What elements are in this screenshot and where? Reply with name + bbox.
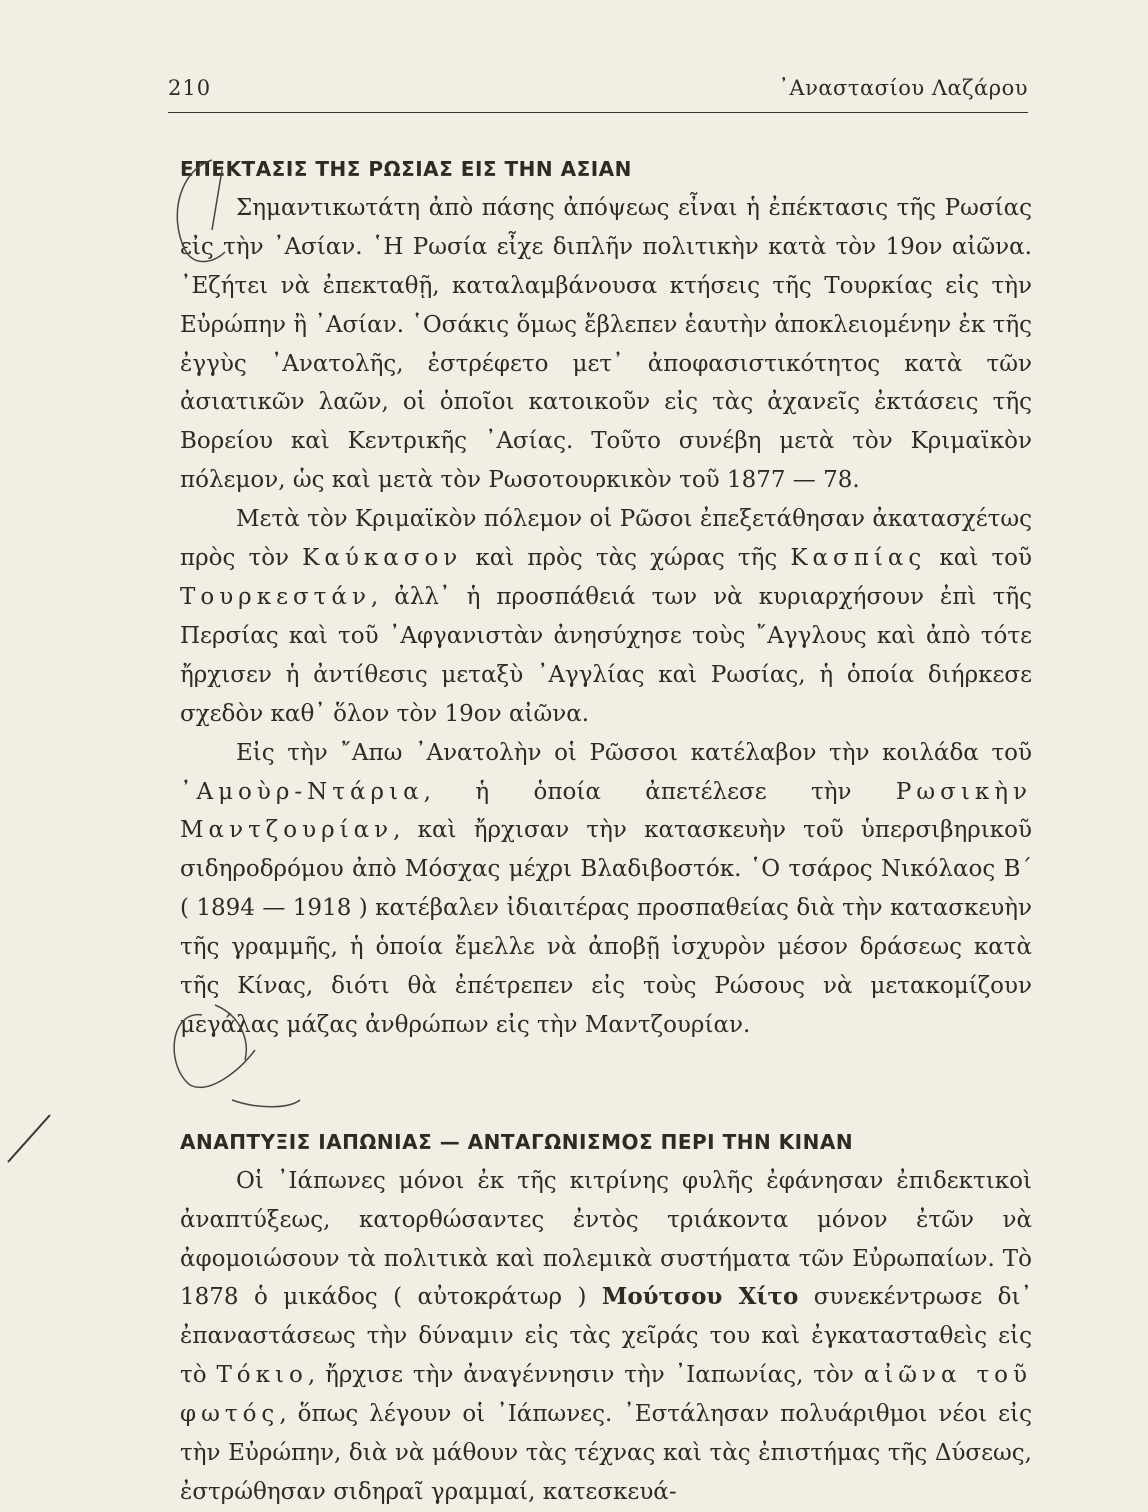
paragraph: Εἰς τὴν ῎Απω ᾿Ανατολὴν οἱ Ρῶσσοι κατέλαβον τὴν κοιλάδα τοῦ ᾿Αμοὺρ-Ντάρια, ἡ ὁποία ἀπετέλεσε τὴν Ρωσικὴν Μαντζουρίαν, καὶ ἤρχισαν τὴν κατασκευὴν τοῦ ὑπερσιβηρικοῦ σιδηροδρόμου ἀπὸ Μόσχας μέχρι Βλαδιβοστόκ. ῾Ο τσάρος Νικόλαος Β΄ ( 1894 — 1918 ) κατέβαλεν ἰδιαιτέρας προσπαθείας διὰ τὴν κατασκευὴν τῆς γραμμῆς, ἡ ὁποία ἔμελλε νὰ ἀποβῇ ἰσχυρὸν μέσον δράσεως κατὰ τῆς Κίνας, διότι θὰ ἐπέτρεπεν εἰς τοὺς Ρώσους νὰ μετακομίζουν μεγάλας μάζας ἀνθρώπων εἰς τὴν Μαντζουρίαν. bbox=[180, 739, 1032, 1038]
emphasis-aiona: αἰῶνα τοῦ φωτός bbox=[180, 1362, 1032, 1428]
pencil-stroke bbox=[8, 1115, 50, 1162]
pencil-stroke bbox=[232, 1100, 300, 1107]
emphasis-mutsuhito: Μούτσου Χίτο bbox=[601, 1283, 799, 1311]
page-number: 210 bbox=[168, 76, 212, 100]
pencil-stroke bbox=[215, 1005, 246, 1060]
section-heading-japan: ΑΝΑΠΤΥΞΙΣ ΙΑΠΩΝΙΑΣ — ΑΝΤΑΓΩΝΙΣΜΟΣ ΠΕΡΙ ΤΗΝ ΚΙΝΑΝ bbox=[180, 1129, 854, 1154]
emphasis-mantzouria: Ρωσικὴν Μαντζουρίαν bbox=[180, 778, 1032, 844]
section-heading-russia: ΕΠΕΚΤΑΣΙΣ ΤΗΣ ΡΩΣΙΑΣ ΕΙΣ ΤΗΝ ΑΣΙΑΝ bbox=[180, 157, 632, 181]
pencil-stroke bbox=[177, 160, 225, 262]
running-head: ᾿Αναστασίου Λαζάρου bbox=[778, 76, 1028, 100]
emphasis-kaspia: Κασπίας bbox=[790, 545, 927, 572]
emphasis-tourkestan: Τουρκεστάν bbox=[180, 583, 371, 610]
emphasis-tokio: Τόκιο bbox=[216, 1362, 308, 1389]
paragraph: Μετὰ τὸν Κριμαϊκὸν πόλεμον οἱ Ρῶσοι ἐπεξετάθησαν ἀκατασχέτως πρὸς τὸν Καύκασον καὶ πρὸς τὰς χώρας τῆς Κασπίας καὶ τοῦ Τουρκεστάν, ἀλλ᾿ ἡ προσπάθειά των νὰ κυριαρχήσουν ἐπὶ τῆς Περσίας καὶ τοῦ ᾿Αφγανιστὰν ἀνησύχησε τοὺς ῎Αγγλους καὶ ἀπὸ τότε ἤρχισεν ἡ ἀντίθεσις μεταξὺ ᾿Αγγλίας καὶ Ρωσίας, ἡ ὁποία διήρκεσε σχεδὸν καθ᾿ ὅλον τὸν 19ον αἰῶνα. bbox=[180, 506, 1032, 727]
paragraph: Οἱ ᾿Ιάπωνες μόνοι ἐκ τῆς κιτρίνης φυλῆς ἐφάνησαν ἐπιδεκτικοὶ ἀναπτύξεως, κατορθώσαντες ἐντὸς τριάκοντα μόνον ἐτῶν νὰ ἀφομοιώσουν τὰ πολιτικὰ καὶ πολεμικὰ συστήματα τῶν Εὐρωπαίων. Τὸ 1878 ὁ μικάδος ( αὐτοκράτωρ ) Μούτσου Χίτο συνεκέντρωσε δι᾿ ἐπαναστάσεως τὴν δύναμιν εἰς τὰς χεῖράς του καὶ ἐγκατασταθεὶς εἰς τὸ Τόκιο, ἤρχισε τὴν ἀναγέννησιν τὴν ᾿Ιαπωνίας, τὸν αἰῶνα τοῦ φωτός, ὅπως λέγουν οἱ ᾿Ιάπωνες. ᾿Εστάλησαν πολυάριθμοι νέοι εἰς τὴν Εὐρώπην, διὰ νὰ μάθουν τὰς τέχνας καὶ τὰς ἐπιστήμας τῆς Δύσεως, ἐστρώθησαν σιδηραῖ γραμμαί, κατεσκευά- bbox=[180, 1167, 1032, 1505]
emphasis-kaukasos: Καύκασον bbox=[302, 545, 463, 572]
paragraph: Σημαντικωτάτη ἀπὸ πάσης ἀπόψεως εἶναι ἡ ἐπέκτασις τῆς Ρωσίας εἰς τὴν ᾿Ασίαν. ῾Η Ρωσία εἶχε διπλῆν πολιτικὴν κατὰ τὸν 19ον αἰῶνα. ᾿Εζήτει νὰ ἐπεκταθῇ, καταλαμβάνουσα κτήσεις τῆς Τουρκίας εἰς τὴν Εὐρώπην ἢ ᾿Ασίαν. ῾Οσάκις ὅμως ἔβλεπεν ἑαυτὴν ἀποκλειομένην ἐκ τῆς ἐγγὺς ᾿Ανατολῆς, ἐστρέφετο μετ᾿ ἀποφασιστικότητος κατὰ τῶν ἀσιατικῶν λαῶν, οἱ ὁποῖοι κατοικοῦν εἰς τὰς ἀχανεῖς ἐκτάσεις τῆς Βορείου καὶ Κεντρικῆς ᾿Ασίας. Τοῦτο συνέβη μετὰ τὸν Κριμαϊκὸν πόλεμον, ὡς καὶ μετὰ τὸν Ρωσοτουρκικὸν τοῦ 1877 — 78. bbox=[180, 194, 1032, 494]
pencil-stroke bbox=[212, 170, 222, 230]
emphasis-amour: ᾿Αμοὺρ-Ντάρια bbox=[180, 778, 424, 805]
pencil-stroke bbox=[174, 1015, 255, 1088]
